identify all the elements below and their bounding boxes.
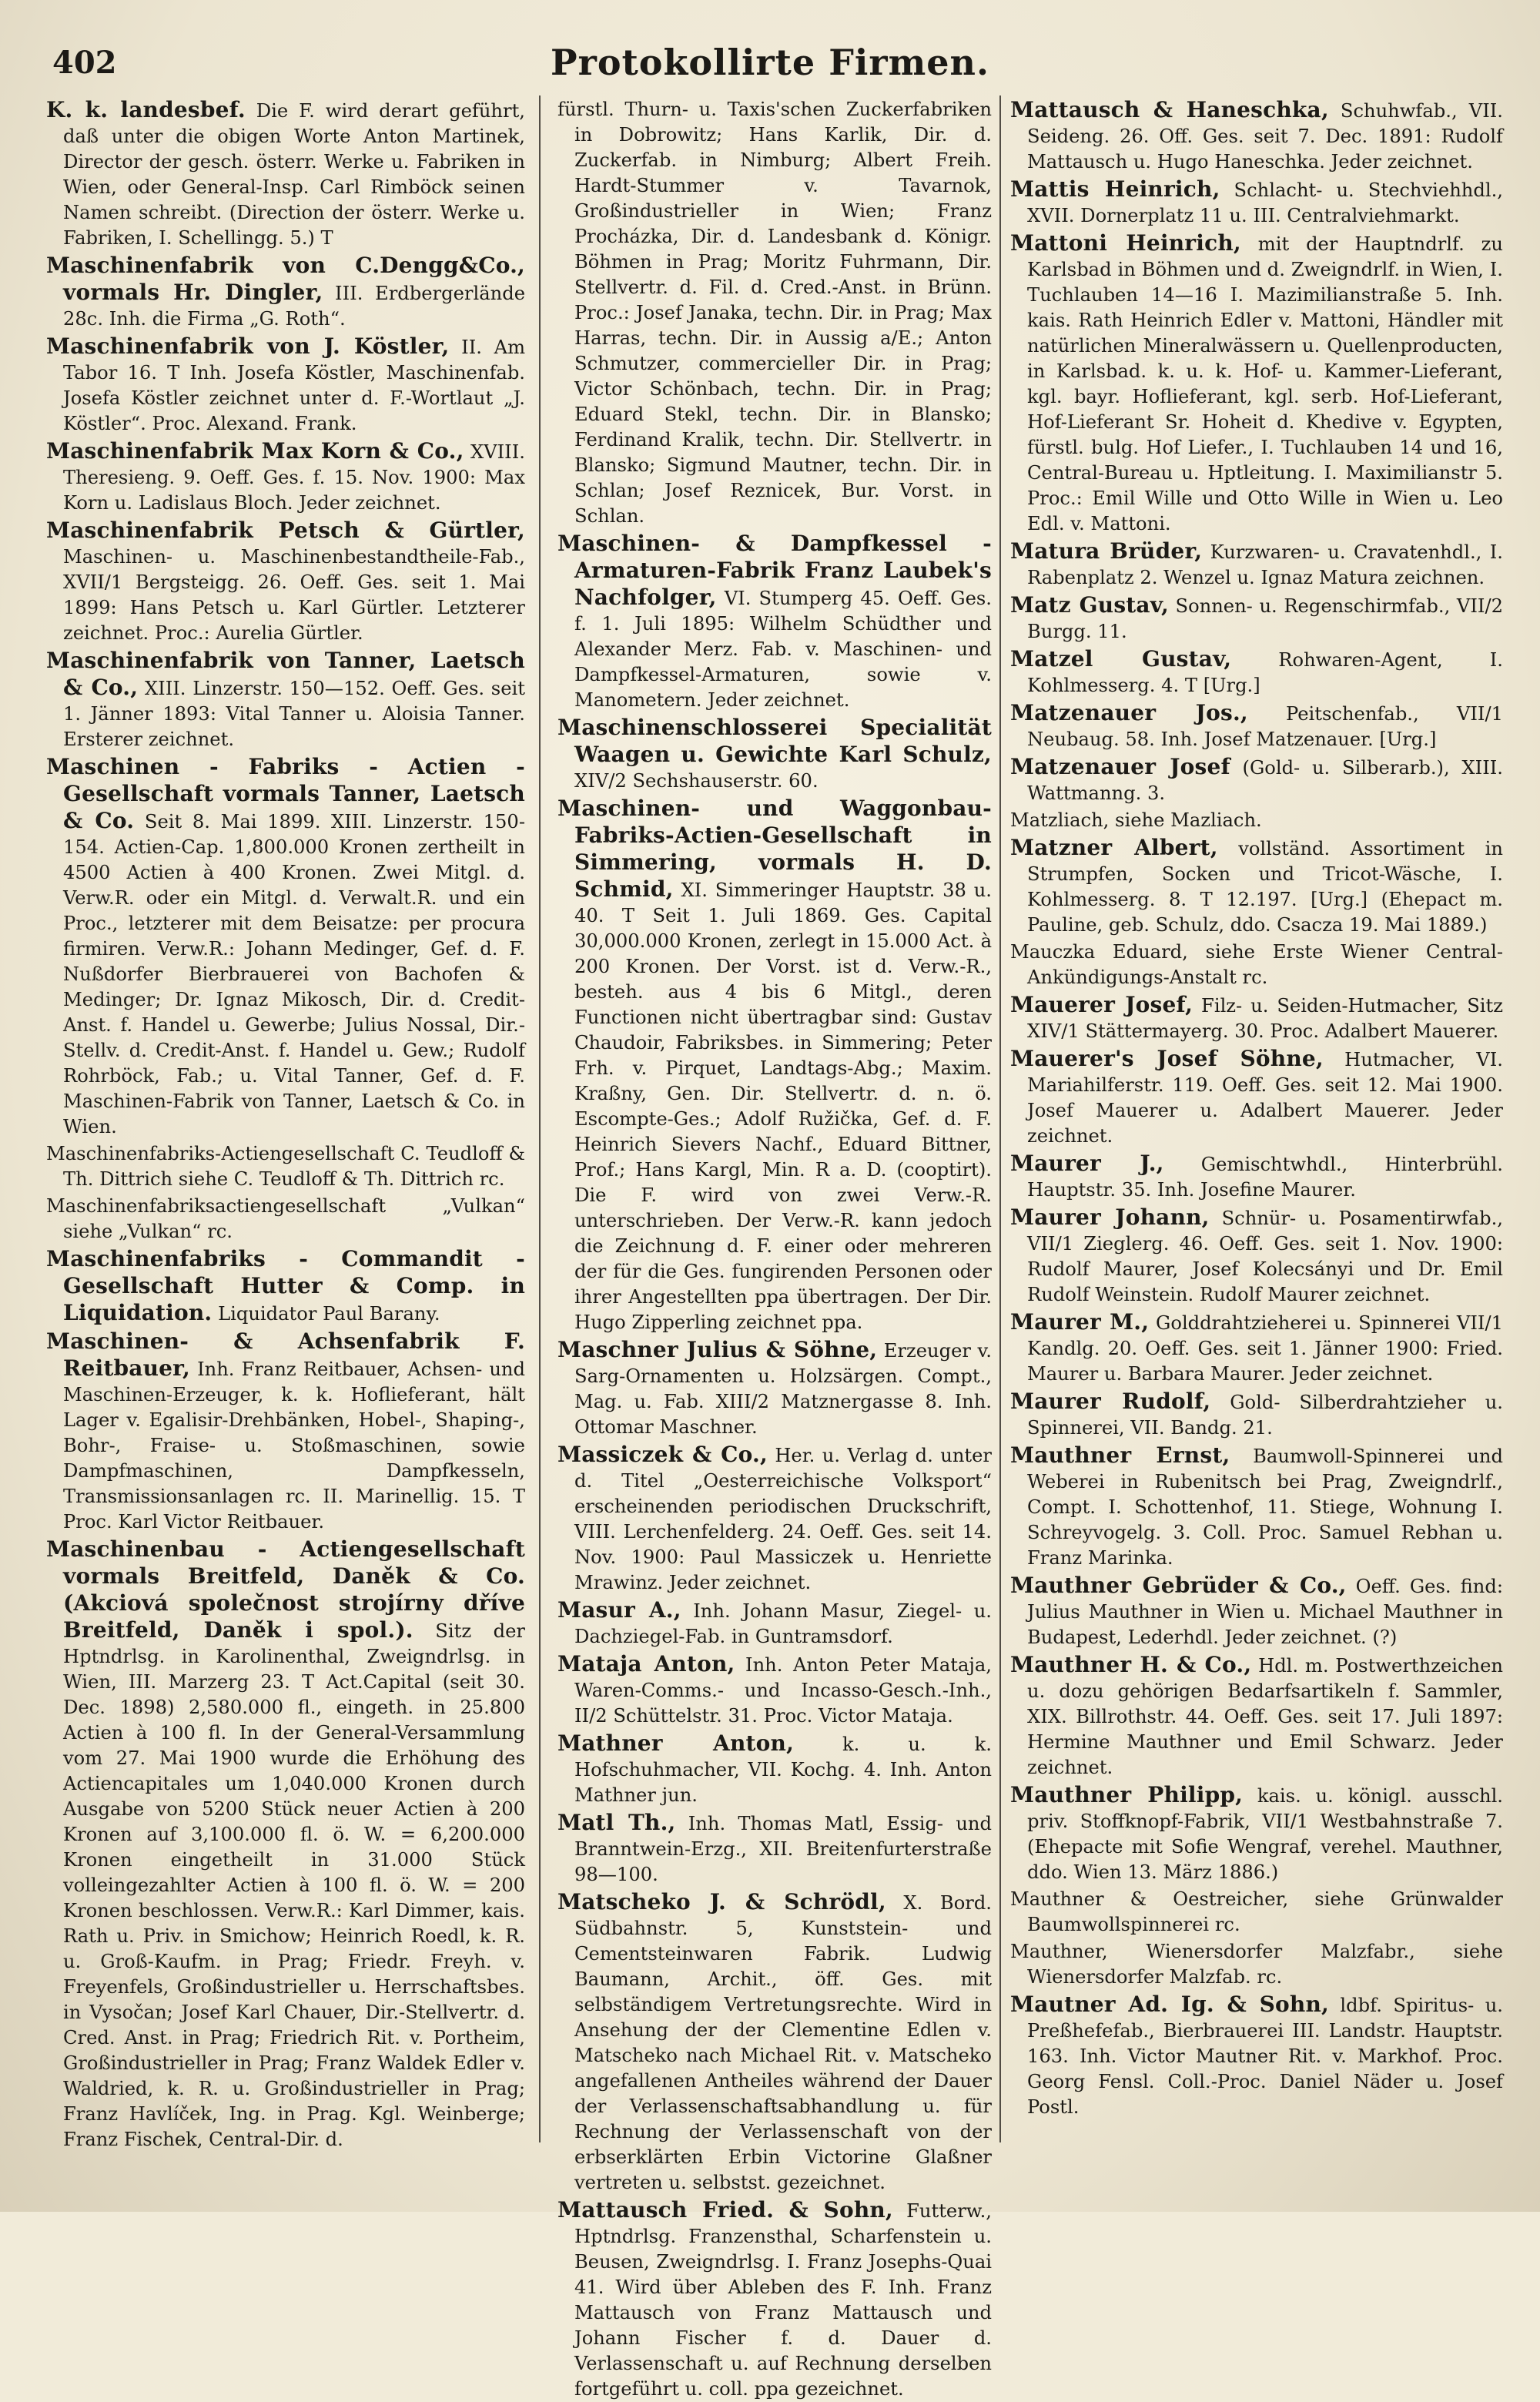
- running-title: Protokollirte Firmen.: [551, 42, 989, 83]
- firm-name: Mauthner Gebrüder & Co.,: [1010, 1573, 1347, 1598]
- firm-name: Maschinenfabrik Max Korn & Co.,: [46, 438, 464, 464]
- firm-entry: [1010, 1046, 1503, 1149]
- firm-name: K. k. landesbef.: [46, 97, 246, 122]
- firm-name: Maschinen- und Waggonbau-Fabriks-Actien-Gesellschaft in Simmering, vormals H. D. Schmid,: [557, 796, 992, 902]
- firm-details: Maschinen- u. Maschinenbestandtheile-Fab., XVII/1 Bergsteigg. 26. Oeff. Ges. seit 1. Mai 1899: Hans Petsch u. Karl Gürtler. Letzterer zeichnet. Proc.: Aurelia Gürtler.: [63, 546, 525, 644]
- firm-details: Inh. Johann Masur, Ziegel- u. Dachziegel-Fab. in Guntramsdorf.: [574, 1600, 992, 1647]
- firm-details: Rohwaren-Agent, I. Kohlmesserg. 4. T [Urg.]: [1027, 649, 1503, 696]
- firm-details: kais. u. königl. ausschl. priv. Stoffknopf-Fabrik, VII/1 Westbahnstraße 7. (Ehepacte mit Sofie Wengraf, verehel. Mauthner, ddo. Wien 13. März 1886.): [1027, 1785, 1503, 1883]
- firm-details: Oeff. Ges. find: Julius Mauthner in Wien u. Michael Mauthner in Budapest, Lederhdl. Jeder zeichnet. (?): [1027, 1576, 1503, 1648]
- firm-details: (Gold- u. Silberarb.), XIII. Wattmanng. 3.: [1027, 757, 1503, 804]
- firm-details: Sonnen- u. Regenschirmfab., VII/2 Burgg. 11.: [1027, 595, 1503, 642]
- column-left: [46, 97, 525, 2150]
- firm-name: Maschinenfabriks - Commandit - Gesellschaft Hutter & Comp. in Liquidation.: [46, 1246, 525, 1325]
- firm-entry: [1010, 646, 1503, 698]
- firm-entry: [1010, 992, 1503, 1044]
- firm-entry: [557, 1889, 992, 2196]
- firm-name: Matzel Gustav,: [1010, 646, 1232, 672]
- firm-entry: [557, 715, 992, 794]
- firm-entry: [1010, 808, 1503, 833]
- firm-details: Matzliach, siehe Mazliach.: [1010, 809, 1262, 831]
- firm-name: Mattoni Heinrich,: [1010, 230, 1241, 256]
- firm-entry: [1010, 230, 1503, 537]
- firm-entry: [1010, 1442, 1503, 1571]
- firm-entry: [1010, 97, 1503, 175]
- firm-details: Inh. Thomas Matl, Essig- und Branntwein-Erzg., XII. Breitenfurterstraße 98—100.: [574, 1813, 992, 1885]
- firm-details: Golddrahtzieherei u. Spinnerei VII/1 Kandlg. 20. Oeff. Ges. seit 1. Jänner 1900: Fried. Maurer u. Barbara Maurer. Jeder zeichnet.: [1027, 1312, 1504, 1385]
- firm-entry: [46, 518, 525, 646]
- firm-entry: [1010, 538, 1503, 591]
- firm-details: Gold- Silberdrahtzieher u. Spinnerei, VII. Bandg. 21.: [1027, 1392, 1503, 1439]
- firm-entry: [557, 1442, 992, 1596]
- firm-name: Matzenauer Jos.,: [1010, 700, 1248, 725]
- firm-name: Masur A.,: [557, 1597, 681, 1623]
- firm-details: Seit 8. Mai 1899. XIII. Linzerstr. 150-154. Actien-Cap. 1,800.000 Kronen zertheilt in 4500 Actien à 400 Kronen. Zwei Mitgl. d. Verw.R. oder ein Mitgl. d. Verwalt.R. und ein Proc., letzterer mit dem Beisatze: per procura firmiren. Verw.R.: Johann Medinger, Gef. d. F. Nußdorfer Bierbrauerei von Bachofen & Medinger; Dr. Ignaz Mikosch, Dir. d. Credit-Anst. f. Handel u. Gewerbe; Julius Nossal, Dir.-Stellv. d. Credit-Anst. f. Handel u. Gew.; Rudolf Rohrböck, Fab.; u. Vital Tanner, Gef. d. F. Maschinen-Fabrik von Tanner, Laetsch & Co. in Wien.: [63, 811, 525, 1137]
- page-header: [0, 40, 1540, 94]
- firm-entry: [1010, 1782, 1503, 1885]
- firm-name: Maurer Rudolf,: [1010, 1389, 1211, 1414]
- firm-entry: [1010, 1204, 1503, 1308]
- firm-name: Massiczek & Co.,: [557, 1442, 768, 1467]
- firm-entry: [1010, 1573, 1503, 1650]
- firm-name: Mauthner Ernst,: [1010, 1442, 1230, 1468]
- firm-name: Matura Brüder,: [1010, 538, 1203, 564]
- firm-entry: [557, 1810, 992, 1888]
- firm-name: Maschinenschlosserei Specialität Waagen u. Gewichte Karl Schulz,: [557, 715, 992, 767]
- firm-details: X. Bord. Südbahnstr. 5, Kunststein- und Cementsteinwaren Fabrik. Ludwig Baumann, Archit., öff. Ges. mit selbständigem Vertretungsrechte. Wird in Ansehung der der Clementine Edlen v. Matscheko nach Michael Rit. v. Matscheko angefallenen Antheiles während der Dauer der Verlassenschaftsabhandlung u. für Rechnung der Verlassenschaft von der erbserklärten Erbin Victorine Glaßner vertreten u. selbstst. gezeichnet.: [574, 1892, 992, 2193]
- firm-entry: [557, 1730, 992, 1808]
- firm-details: Mauczka Eduard, siehe Erste Wiener Central-Ankündigungs-Anstalt rc.: [1010, 941, 1503, 988]
- firm-name: Matzner Albert,: [1010, 835, 1218, 860]
- firm-details: Schnür- u. Posamentirwfab., VII/1 Zieglerg. 46. Oeff. Ges. seit 1. Nov. 1900: Rudolf Maurer, Josef Kolecsányi und Dr. Emil Rudolf Weinstein. Rudolf Maurer zeichnet.: [1027, 1208, 1504, 1305]
- firm-entry: [557, 1337, 992, 1440]
- firm-name: Maurer Johann,: [1010, 1204, 1210, 1230]
- firm-details: Gemischtwhdl., Hinterbrühl. Hauptstr. 35. Inh. Josefine Maurer.: [1027, 1154, 1503, 1201]
- firm-entry: [46, 1328, 525, 1535]
- firm-details: Peitschenfab., VII/1 Neubaug. 58. Inh. Josef Matzenauer. [Urg.]: [1027, 703, 1503, 750]
- firm-entry: [1010, 1389, 1503, 1441]
- firm-details: XIII. Linzerstr. 150—152. Oeff. Ges. seit 1. Jänner 1893: Vital Tanner u. Aloisia Tanner. Ersterer zeichnet.: [63, 678, 525, 750]
- firm-details: XI. Simmeringer Hauptstr. 38 u. 40. T Seit 1. Juli 1869. Ges. Capital 30,000.000 Kronen, zerlegt in 15.000 Act. à 200 Kronen. Der Vorst. ist d. Verw.-R., besteh. aus 4 bis 6 Mitgl., deren Functionen nicht übertragbar sind: Gustav Chaudoir, Fabriksbes. in Simmering; Peter Frh. v. Pirquet, Landtags-Abg.; Maxim. Kraßny, Gen. Dir. Stellvertr. d. n. ö. Escompte-Ges.; Adolf Ružička, Gef. d. F. Heinrich Sievers Nachf., Eduard Bittner, Prof.; Hans Kargl, Min. R a. D. (cooptirt). Die F. wird von zwei Verw.-R. unterschrieben. Der Verw.-R. kann jedoch die Zeichnung d. F. einer oder mehreren der für die Ges. fungirenden Personen oder ihrer Angestellten ppa übertragen. Der Dir. Hugo Zipperling zeichnet ppa.: [574, 879, 992, 1333]
- firm-entry: [1010, 835, 1503, 938]
- firm-name: Matl Th.,: [557, 1810, 676, 1835]
- firm-name: Mathner Anton,: [557, 1730, 795, 1756]
- firm-details: k. u. k. Hofschuhmacher, VII. Kochg. 4. Inh. Anton Mathner jun.: [574, 1734, 992, 1806]
- firm-name: Mattausch Fried. & Sohn,: [557, 2197, 893, 2223]
- firm-entry: [1010, 940, 1503, 990]
- firm-details: II. Am Tabor 16. T Inh. Josefa Köstler, Maschinenfab. Josefa Köstler zeichnet unter d. F.-Wortlaut „J. Köstler“. Proc. Alexand. Frank.: [63, 337, 526, 434]
- firm-entry: [1010, 592, 1503, 645]
- firm-name: Mautner Ad. Ig. & Sohn,: [1010, 1992, 1329, 2017]
- firm-entry: [1010, 700, 1503, 752]
- firm-name: Mataja Anton,: [557, 1651, 735, 1677]
- firm-entry: [46, 97, 525, 251]
- firm-details: XVIII. Theresieng. 9. Oeff. Ges. f. 15. Nov. 1900: Max Korn u. Ladislaus Bloch. Jeder zeichnet.: [63, 441, 525, 514]
- firm-name: Maschinen- & Achsenfabrik F. Reitbauer,: [46, 1328, 525, 1381]
- firm-details: Sitz der Hptndrlsg. in Karolinenthal, Zweigndrlsg. in Wien, III. Marzerg 23. T Act.Capital (seit 30. Dec. 1898) 2,580.000 fl., eingeth. in 25.800 Actien à 100 fl. In der General-Versammlung vom 27. Mai 1900 wurde die Erhöhung des Actiencapitales um 1,040.000 Kronen durch Ausgabe von 5200 Stück neuer Actien à 200 Kronen auf 3,100.000 fl. ö. W. = 6,200.000 Kronen eingetheilt in 31.000 Stück volleingezahlter Actien à 100 fl. ö. W. = 200 Kronen beschlossen. Verw.R.: Karl Dimmer, kais. Rath u. Priv. in Smichow; Heinrich Roedl, k. R. u. Groß-Kaufm. in Prag; Friedr. Freyh. v. Freyenfels, Großindustrieller u. Herrschaftsbes. in Vysočan; Josef Karl Chauer, Dir.-Stellvertr. d. Cred. Anst. in Prag; Friedrich Rit. v. Portheim, Großindustrieller in Prag; Franz Waldek Edler v. Waldried, k. R. u. Großindustrieller in Prag; Franz Havlíček, Ing. in Prag. Kgl. Weinberge; Franz Fischek, Central-Dir. d.: [63, 1620, 525, 2150]
- firm-details: Her. u. Verlag d. unter d. Titel „Oesterreichische Volksport“ erscheinenden periodischen Druckschrift, VIII. Lerchenfelderg. 24. Oeff. Ges. seit 14. Nov. 1900: Paul Massiczek u. Henriette Mrawinz. Jeder zeichnet.: [574, 1445, 992, 1593]
- firm-entry: [557, 531, 992, 713]
- firm-details: Futterw., Hptndrlsg. Franzensthal, Scharfenstein u. Beusen, Zweigndrlsg. I. Franz Josephs-Quai 41. Wird über Ableben des F. Inh. Franz Mattausch von Franz Mattausch und Johann Fischer f. d. Dauer d. Verlassenschaft u. auf Rechnung derselben fortgeführt u. coll. ppa gezeichnet.: [574, 2200, 992, 2400]
- firm-entry: [557, 796, 992, 1335]
- firm-entry: [46, 253, 525, 332]
- firm-details: Mauthner & Oestreicher, siehe Grünwalder Baumwollspinnerei rc.: [1010, 1888, 1503, 1935]
- firm-entry: [46, 648, 525, 752]
- firm-details: Inh. Anton Peter Mataja, Waren-Comms.- und Incasso-Gesch.-Inh., II/2 Schüttelstr. 31. Proc. Victor Mataja.: [574, 1654, 992, 1727]
- firm-name: Maschinenbau - Actiengesellschaft vormals Breitfeld, Daněk & Co. (Akciová společnost strojírny dříve Breitfeld, Daněk i spol.).: [46, 1536, 525, 1643]
- firm-name: Maschinenfabrik von J. Köstler,: [46, 333, 450, 359]
- firm-details: Liquidator Paul Barany.: [212, 1303, 440, 1325]
- firm-name: Mattausch & Haneschka,: [1010, 97, 1329, 122]
- firm-details: Maschinenfabriks-Actiengesellschaft C. Teudloff & Th. Dittrich siehe C. Teudloff & Th. Dittrich rc.: [46, 1143, 525, 1190]
- firm-details: Hdl. m. Postwerthzeichen u. dozu gehörigen Bedarfsartikeln f. Sammler, XIX. Billrothstr. 44. Oeff. Ges. seit 17. Juli 1897: Hermine Mauthner und Emil Schwarz. Jeder zeichnet.: [1027, 1655, 1503, 1778]
- firm-details: Die F. wird derart geführt, daß unter die obigen Worte Anton Martinek, Director der gesch. österr. Werke u. Fabriken in Wien, oder General-Insp. Carl Rimböck seinen Namen schreibt. (Direction der österr. Werke u. Fabriken, I. Schellingg. 5.) T: [63, 100, 525, 249]
- firm-name: Mauerer Josef,: [1010, 992, 1194, 1017]
- firm-entry: [46, 333, 525, 437]
- firm-details: XIV/2 Sechshauserstr. 60.: [574, 770, 819, 792]
- firm-entry: [557, 1597, 992, 1650]
- firm-name: Maschner Julius & Söhne,: [557, 1337, 878, 1362]
- firm-details: fürstl. Thurn- u. Taxis'schen Zuckerfabriken in Dobrowitz; Hans Karlik, Dir. d. Zuckerfab. in Nimburg; Albert Freih. Hardt-Stummer v. Tavarnok, Großindustrieller in Wien; Franz Procházka, Dir. d. Landesbank d. Königr. Böhmen in Prag; Moritz Fuhrmann, Dir. Stellvertr. d. Fil. d. Cred.-Anst. in Brünn. Proc.: Josef Janaka, techn. Dir. in Prag; Max Harras, techn. Dir. in Aussig a/E.; Anton Schmutzer, commercieller Dir. in Prag; Victor Schönbach, techn. Dir. in Prag; Eduard Stekl, techn. Dir. in Blansko; Ferdinand Kralik, techn. Dir. Stellvertr. in Blansko; Sigmund Mautner, techn. Dir. in Schlan; Josef Reznicek, Bur. Vorst. in Schlan.: [557, 99, 992, 527]
- firm-name: Maschinen - Fabriks - Actien - Gesellschaft vormals Tanner, Laetsch & Co.: [46, 754, 525, 833]
- firm-details: Schuhwfab., VII. Seideng. 26. Off. Ges. seit 7. Dec. 1891: Rudolf Mattausch u. Hugo Haneschka. Jeder zeichnet.: [1027, 100, 1503, 173]
- firm-entry: [1010, 1939, 1503, 1990]
- firm-details: Maschinenfabriksactiengesellschaft „Vulkan“ siehe „Vulkan“ rc.: [46, 1195, 525, 1242]
- firm-details: Mauthner, Wienersdorfer Malzfabr., siehe Wienersdorfer Malzfab. rc.: [1010, 1941, 1503, 1988]
- firm-name: Mauthner H. & Co.,: [1010, 1652, 1252, 1677]
- firm-entry: [1010, 754, 1503, 806]
- firm-entry: [46, 1194, 525, 1245]
- firm-name: Maurer M.,: [1010, 1309, 1150, 1335]
- firm-entry: [1010, 1652, 1503, 1781]
- firm-entry: [557, 1651, 992, 1729]
- firm-details: Erzeuger v. Sarg-Ornamenten u. Holzsärgen. Compt., Mag. u. Fab. XIII/2 Matznergasse 8. Inh. Ottomar Maschner.: [574, 1340, 992, 1438]
- firm-entry: [1010, 176, 1503, 229]
- firm-details: Kurzwaren- u. Cravatenhdl., I. Rabenplatz 2. Wenzel u. Ignaz Matura zeichnen.: [1027, 541, 1503, 588]
- firm-entry: [1010, 1992, 1503, 2120]
- firm-details: Schlacht- u. Stechviehhdl., XVII. Dornerplatz 11 u. III. Centralviehmarkt.: [1027, 179, 1503, 226]
- page-number: 402: [52, 45, 117, 81]
- firm-name: Maschinen- & Dampfkessel - Armaturen-Fabrik Franz Laubek's Nachfolger,: [557, 531, 992, 610]
- firm-details: Filz- u. Seiden-Hutmacher, Sitz XIV/1 Stättermayerg. 30. Proc. Adalbert Mauerer.: [1027, 995, 1504, 1042]
- firm-name: Maschinenfabrik von C.Dengg&Co., vormals Hr. Dingler,: [46, 253, 525, 305]
- column-right: [1010, 97, 1503, 2150]
- firm-details: mit der Hauptndrlf. zu Karlsbad in Böhmen und d. Zweigndrlf. in Wien, I. Tuchlauben 14—16 I. Mazimilianstraße 5. Inh. kais. Rath Heinrich Edler v. Mattoni, Händler mit natürlichen Mineralwässern u. Quellenproducten, in Karlsbad. k. u. k. Hof- u. Kammer-Lieferant, kgl. bayr. Hoflieferant, kgl. serb. Hof-Lieferant, Hof-Lieferant Sr. Hoheit d. Khedive v. Egypten, fürstl. bulg. Hof Liefer., I. Tuchlauben 14 und 16, Central-Bureau u. Hptleitung. I. Maximilianstr 5. Proc.: Emil Wille und Otto Wille in Wien u. Leo Edl. v. Mattoni.: [1027, 233, 1503, 534]
- firm-entry: [1010, 1151, 1503, 1203]
- firm-name: Maurer J.,: [1010, 1151, 1164, 1176]
- firm-name: Matz Gustav,: [1010, 592, 1169, 618]
- firm-details: vollständ. Assortiment in Strumpfen, Socken und Tricot-Wäsche, I. Kohlmesserg. 8. T 12.197. [Urg.] (Ehepact m. Pauline, geb. Schulz, ddo. Csacza 19. Mai 1889.): [1027, 838, 1503, 936]
- firm-entry: [46, 1536, 525, 2152]
- firm-entry: [1010, 1887, 1503, 1938]
- firm-entry: [1010, 1309, 1503, 1387]
- firm-details: VI. Stumperg 45. Oeff. Ges. f. 1. Juli 1895: Wilhelm Schüdther und Alexander Merz. Fab. v. Maschinen- und Dampfkessel-Armaturen, sowie v. Manometern. Jeder zeichnet.: [574, 588, 992, 711]
- firm-name: Mauthner Philipp,: [1010, 1782, 1244, 1807]
- firm-entry: [46, 1246, 525, 1327]
- firm-name: Mattis Heinrich,: [1010, 176, 1220, 202]
- entry-columns: [0, 97, 1540, 2400]
- firm-entry: [46, 438, 525, 516]
- firm-entry: [557, 2197, 992, 2402]
- firm-entry: [46, 754, 525, 1140]
- firm-name: Maschinenfabrik Petsch & Gürtler,: [46, 518, 525, 543]
- firm-entry: [557, 97, 992, 529]
- firm-name: Mauerer's Josef Söhne,: [1010, 1046, 1324, 1071]
- firm-name: Matzenauer Josef: [1010, 754, 1230, 779]
- firm-name: Maschinenfabrik von Tanner, Laetsch & Co.,: [46, 648, 525, 700]
- firm-name: Matscheko J. & Schrödl,: [557, 1889, 886, 1915]
- firm-details: III. Erdbergerlände 28c. Inh. die Firma „G. Roth“.: [63, 283, 526, 330]
- firm-details: Hutmacher, VI. Mariahilferstr. 119. Oeff. Ges. seit 12. Mai 1900. Josef Mauerer u. Adalbert Mauerer. Jeder zeichnet.: [1027, 1049, 1503, 1147]
- column-middle: [557, 97, 992, 2400]
- firm-details: Inh. Franz Reitbauer, Achsen- und Maschinen-Erzeuger, k. k. Hoflieferant, hält Lager v. Egalisir-Drehbänken, Hobel-, Shaping-, Bohr-, Fraise- u. Stoßmaschinen, sowie Dampfmaschinen, Dampfkesseln, Transmissionsanlagen rc. II. Marinellig. 15. T Proc. Karl Victor Reitbauer.: [63, 1358, 525, 1533]
- firm-details: ldbf. Spiritus- u. Preßhefefab., Bierbrauerei III. Landstr. Hauptstr. 163. Inh. Victor Mautner Rit. v. Markhof. Proc. Georg Fensl. Coll.-Proc. Daniel Näder u. Josef Postl.: [1027, 1995, 1503, 2118]
- firm-entry: [46, 1141, 525, 1192]
- firm-details: Baumwoll-Spinnerei und Weberei in Rubenitsch bei Prag, Zweigndrlf., Compt. I. Schottenhof, 11. Stiege, Wohnung I. Schreyvogelg. 3. Coll. Proc. Samuel Rebhan u. Franz Marinka.: [1027, 1446, 1503, 1569]
